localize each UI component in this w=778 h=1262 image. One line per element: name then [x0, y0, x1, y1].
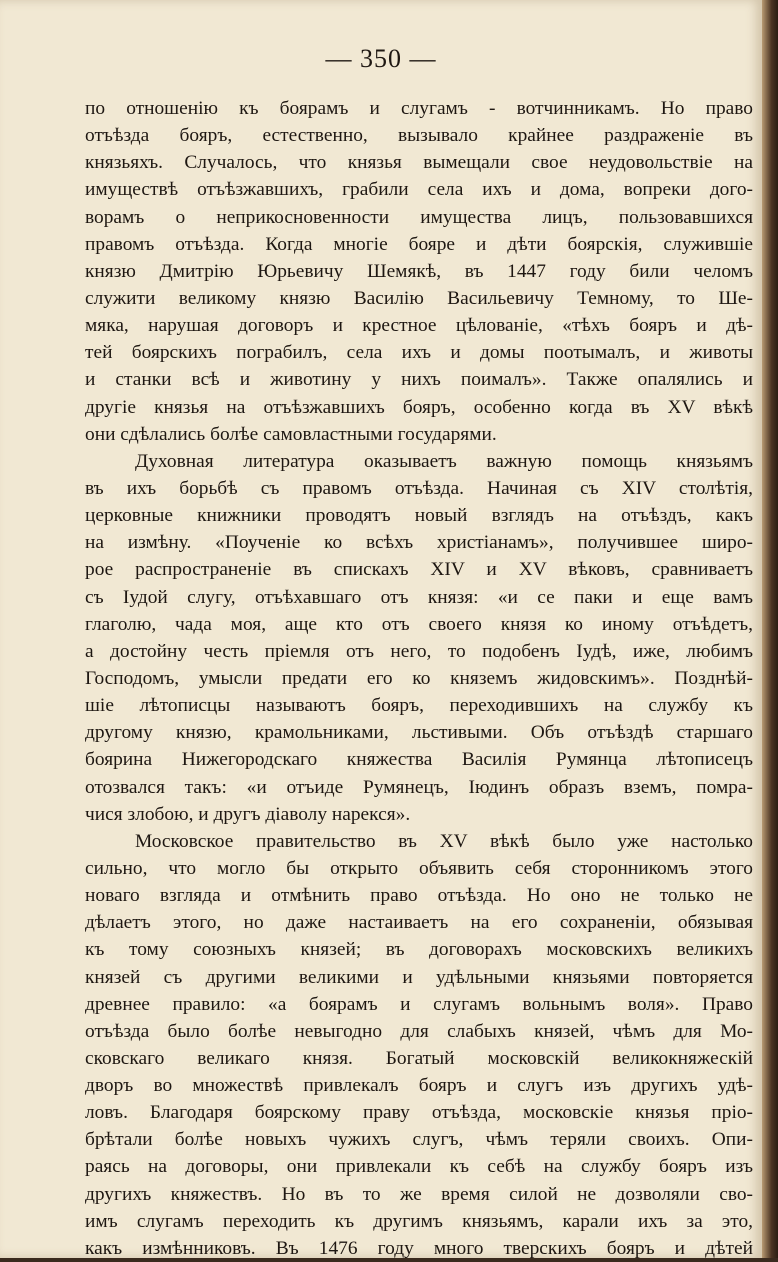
text-line: древнее правило: «а боярамъ и слугамъ вольнымъ воля». Право: [85, 993, 753, 1015]
text-line: Духовная литература оказываетъ важную помощь князьямъ: [135, 450, 753, 472]
text-line: рое распространеніе въ спискахъ XIV и XV вѣковъ, сравниваетъ: [85, 559, 753, 581]
text-line: отозвался такъ: «и отъиде Румянецъ, Іюдинъ образъ вземъ, помра-: [85, 776, 753, 798]
text-line: князю Дмитрію Юрьевичу Шемякѣ, въ 1447 году били челомъ: [85, 260, 753, 282]
body-text: [85, 95, 753, 1262]
page-number: — 350 —: [325, 44, 437, 73]
text-line: Московское правительство въ XV вѣкѣ было уже настолько: [135, 830, 753, 852]
text-line: отъѣзда было болѣе невыгодно для слабыхъ князей, чѣмъ для Мо-: [85, 1020, 753, 1042]
text-line: какъ измѣнниковъ. Въ 1476 году много тверскихъ бояръ и дѣтей: [85, 1237, 753, 1259]
text-line: отъѣзда бояръ, естественно, вызывало крайнее раздраженіе въ: [85, 125, 753, 147]
text-line: глаголю, чада моя, аще кто отъ своего князя ко иному отъѣдетъ,: [85, 613, 753, 635]
text-line: имуществѣ отъѣзжавшихъ, грабили села ихъ и дома, вопреки дого-: [85, 179, 753, 201]
text-line: чися злобою, и другъ діаволу нарекся».: [85, 803, 411, 825]
text-line: дѣлаетъ этого, но даже настаиваетъ на его сохраненіи, обязывая: [85, 912, 753, 934]
text-line: другіе князья на отъѣзжавшихъ бояръ, особенно когда въ XV вѣкѣ: [85, 396, 753, 418]
text-line: шіе лѣтописцы называютъ бояръ, переходившихъ на службу къ: [85, 695, 753, 717]
text-line: князей съ другими великими и удѣльными князьями повторяется: [85, 966, 753, 988]
text-line: другому князю, крамольниками, льстивыми. Объ отъѣздѣ старшаго: [85, 722, 753, 744]
text-line: сковскаго великаго князя. Богатый московскій великокняжескій: [85, 1047, 753, 1069]
text-line: а достойну честь пріемля отъ него, то подобенъ Іудѣ, иже, любимъ: [85, 640, 753, 662]
text-line: Господомъ, умысли предати его ко княземъ жидовскимъ». Позднѣй-: [85, 667, 753, 689]
text-line: имъ слугамъ переходить къ другимъ князьямъ, карали ихъ за это,: [85, 1210, 753, 1232]
text-line: раясь на договоры, они привлекали къ себѣ на службу бояръ изъ: [85, 1156, 753, 1178]
text-line: и станки всѣ и животину у нихъ поималъ». Также опалялись и: [85, 369, 753, 391]
text-line: правомъ отъѣзда. Когда многіе бояре и дѣти боярскія, служившіе: [85, 233, 753, 255]
text-line: боярина Нижегородскаго княжества Василія Румянца лѣтописецъ: [85, 749, 753, 771]
text-line: новаго взгляда и отмѣнить право отъѣзда. Но оно не только не: [85, 885, 753, 907]
text-line: въ ихъ борьбѣ съ правомъ отъѣзда. Начиная съ XIV столѣтія,: [85, 477, 753, 499]
text-line: служити великому князю Василію Васильевичу Темному, то Ше-: [85, 287, 753, 309]
text-line: сильно, что могло бы открыто объявить себя сторонникомъ этого: [85, 857, 753, 879]
text-line: князьяхъ. Случалось, что князья вымещали свое неудовольствіе на: [85, 152, 753, 174]
text-line: дворъ во множествѣ привлекалъ бояръ и слугъ изъ другихъ удѣ-: [85, 1075, 753, 1097]
text-line: они сдѣлались болѣе самовластными государями.: [85, 423, 497, 445]
text-line: къ тому союзныхъ князей; въ договорахъ московскихъ великихъ: [85, 939, 753, 961]
text-line: другихъ княжествъ. Но въ то же время силой не дозволяли сво-: [85, 1183, 753, 1205]
text-line: ворамъ о неприкосновенности имущества лицъ, пользовавшихся: [85, 206, 753, 228]
text-line: съ Іудой слугу, отъѣхавшаго отъ князя: «и се паки и еще вамъ: [85, 586, 753, 608]
text-line: тей боярскихъ пограбилъ, села ихъ и домы поотымалъ, и животы: [85, 342, 753, 364]
text-line: брѣтали болѣе новыхъ чужихъ слугъ, чѣмъ теряли своихъ. Опи-: [85, 1129, 753, 1151]
text-line: ловъ. Благодаря боярскому праву отъѣзда, московскіе князья пріо-: [85, 1102, 753, 1124]
text-line: на измѣну. «Поученіе ко всѣхъ христіанамъ», получившее широ-: [85, 532, 753, 554]
book-binding-edge: [762, 0, 778, 1258]
text-line: церковные книжники проводятъ новый взглядъ на отъѣздъ, какъ: [85, 505, 753, 527]
text-line: мяка, нарушая договоръ и крестное цѣлованіе, «тѣхъ бояръ и дѣ-: [85, 315, 753, 337]
text-line: по отношенію къ боярамъ и слугамъ - вотчинникамъ. Но право: [85, 98, 753, 119]
